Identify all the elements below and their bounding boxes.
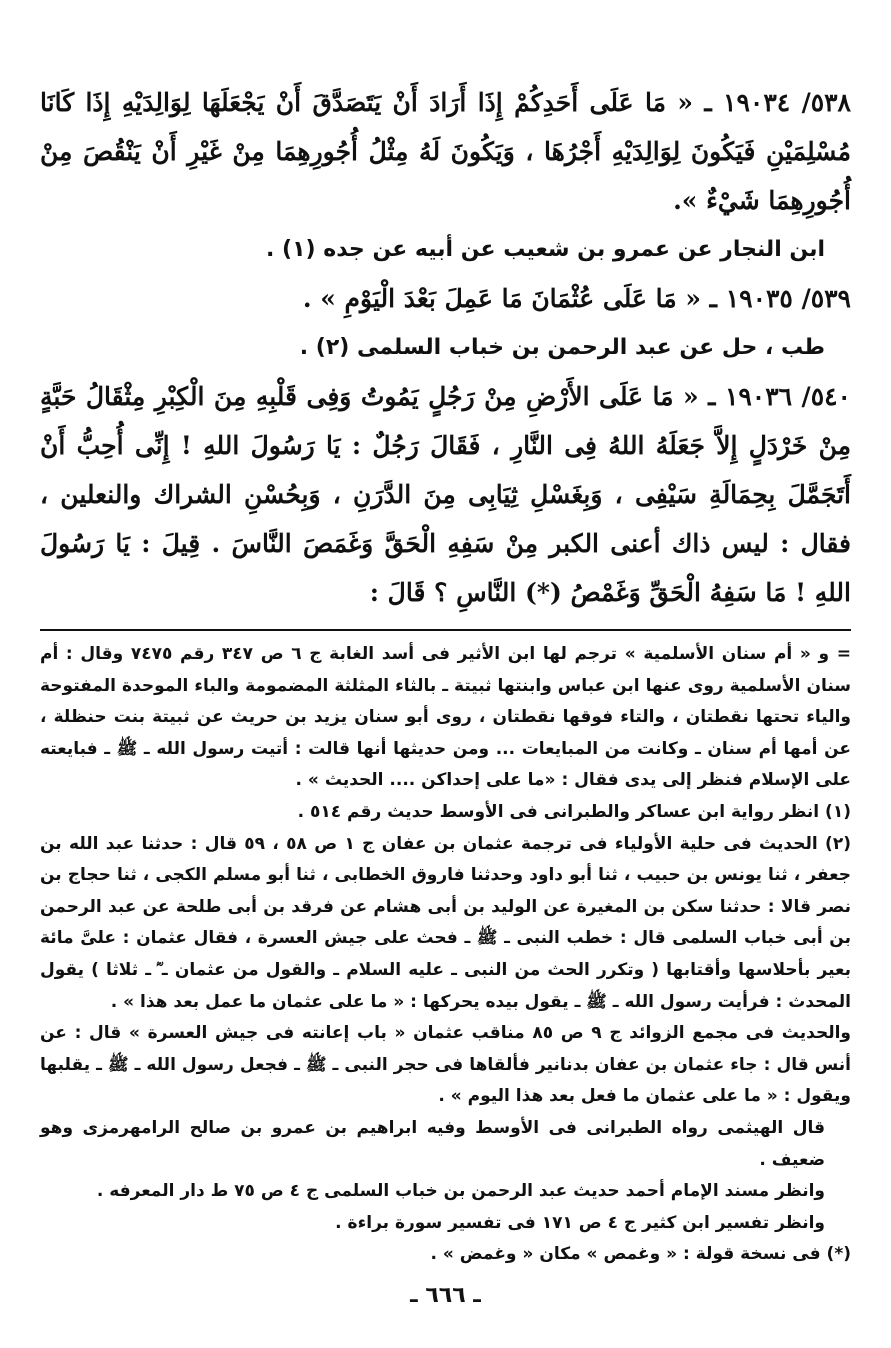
hadith-539: ٥٣٩/ ١٩٠٣٥ ـ « مَا عَلَى عُثْمَانَ مَا عَمِلَ بَعْدَ الْيَوْمِ » . xyxy=(302,284,851,313)
footnote-continuation: = و « أم سنان الأسلمية » ترجم لها ابن الأثير فى أسد الغابة ج ٦ ص ٣٤٧ رقم ٧٤٧٥ وقال : أم سنان الأسلمية روى عنها ابن عباس وابنتها ثبيتة ـ بالثاء المثلثة المضمومة والباء الموحدة المفتوحة والياء تحتها نقطتان ، والتاء فوقها نقطتان ، روى أبو سنان يزيد بن حريث عن ثبيتة بنت حنظلة ، عن أمها أم سنان ـ وكانت من المبايعات ... ومن حديثها أنها قالت : أتيت رسول الله ـ ﷺ ـ فبايعته على الإسلام فنظر إلى يدى فقال : «ما على إحداكن .... الحديث » . xyxy=(40,644,851,791)
hadith-540: ٥٤٠/ ١٩٠٣٦ ـ « مَا عَلَى الأَرْضِ مِنْ رَجُلٍ يَمُوتُ وَفِى قَلْبِهِ مِنَ الْكِبْرِ مِثْقَالُ حَبَّةٍ مِنْ خَرْدَلٍ إِلاَّ جَعَلَهُ اللهُ فِى النَّارِ ، فَقَالَ رَجُلٌ : يَا رَسُولَ اللهِ ! إِنِّى أُحِبُّ أَنْ أَتَجَمَّلَ بِحِمَالَةِ سَيْفِى ، وَبِغَسْلِ ثِيَابِى مِنَ الدَّرَنِ ، وَبِحُسْنِ الشراك والنعلين ، فقال : ليس ذاك أعنى الكبر مِنْ سَفِهِ الْحَقَّ وَغَمَصَ النَّاسَ . قِيلَ : يَا رَسُولَ اللهِ ! مَا سَفِهُ الْحَقِّ وَغَمْصُ (*) النَّاسِ ؟ قَالَ : xyxy=(40,382,851,607)
footnote-2-musnad: وانظر مسند الإمام أحمد حديث عبد الرحمن بن خباب السلمى ج ٤ ص ٧٥ ط دار المعرفه . xyxy=(96,1181,825,1202)
footnote-2-zawaid: والحديث فى مجمع الزوائد ج ٩ ص ٨٥ مناقب عثمان « باب إعانته فى جيش العسرة » قال : عن أنس قال : جاء عثمان بن عفان بدنانير فألقاها فى حجر النبى ـ ﷺ ـ فجعل رسول الله ـ ﷺ ـ يقلبها ويقول : « ما على عثمان ما فعل بعد هذا اليوم » . xyxy=(40,1023,851,1107)
source-539: طب ، حل عن عبد الرحمن بن خباب السلمى (٢) . xyxy=(299,335,825,360)
footnotes xyxy=(40,639,851,1271)
page-number: ـ ٦٦٦ ـ xyxy=(410,1283,481,1308)
source-538: ابن النجار عن عمرو بن شعيب عن أبيه عن جده (١) . xyxy=(266,237,825,262)
footnote-1: (١) انظر رواية ابن عساكر والطبرانى فى الأوسط حديث رقم ٥١٤ . xyxy=(297,801,851,822)
footnote-2-kathir: وانظر تفسير ابن كثير ج ٤ ص ١٧١ فى تفسير سورة براءة . xyxy=(335,1212,825,1233)
hadith-538: ٥٣٨/ ١٩٠٣٤ ـ « مَا عَلَى أَحَدِكُمْ إِذَا أَرَادَ أَنْ يَتَصَدَّقَ أَنْ يَجْعَلَهَا لِوَالِدَيْهِ إِذَا كَانَا مُسْلِمَيْنِ فَيَكُونَ لِوَالِدَيْهِ أَجْرُهَا ، وَيَكُونَ لَهُ مِثْلُ أُجُورِهِمَا مِنْ غَيْرِ أَنْ يَنْقُصَ مِنْ أُجُورِهِمَا شَيْءٌ ». xyxy=(40,88,851,215)
footnote-2-haythami: قال الهيثمى رواه الطبرانى فى الأوسط وفيه ابراهيم بن عمرو بن صالح الرامهرمزى وهو ضعيف . xyxy=(40,1117,825,1170)
footnote-2: (٢) الحديث فى حلية الأولياء فى ترجمة عثمان بن عفان ج ١ ص ٥٨ ، ٥٩ قال : حدثنا عبد الله بن جعفر ، ثنا يونس بن حبيب ، ثنا أبو داود وحدثنا فاروق الخطابى ، ثنا أبو مسلم الكجى ، ثنا حجاج بن نصر قالا : حدثنا سكن بن المغيرة عن الوليد بن أبى هشام عن فرقد بن أبى طلحة عن عبد الرحمن بن أبى خباب السلمى قال : خطب النبى ـ ﷺ ـ فحث على جيش العسرة ، فقال عثمان : علىَّ مائة بعير بأحلاسها وأقتابها ( وتكرر الحث من النبى ـ عليه السلام ـ والقول من عثمان ـ ؓ ـ ثلاثا ) يقول المحدث : فرأيت رسول الله ـ ﷺ ـ يقول بيده يحركها : « ما على عثمان ما عمل بعد هذا » . xyxy=(40,833,851,1012)
footnote-star: (*) فى نسخة قولة : « وغمص » مكان « وغمض » . xyxy=(430,1244,851,1265)
footnote-divider xyxy=(40,629,851,631)
main-text xyxy=(40,78,851,617)
page-content xyxy=(40,78,851,1271)
